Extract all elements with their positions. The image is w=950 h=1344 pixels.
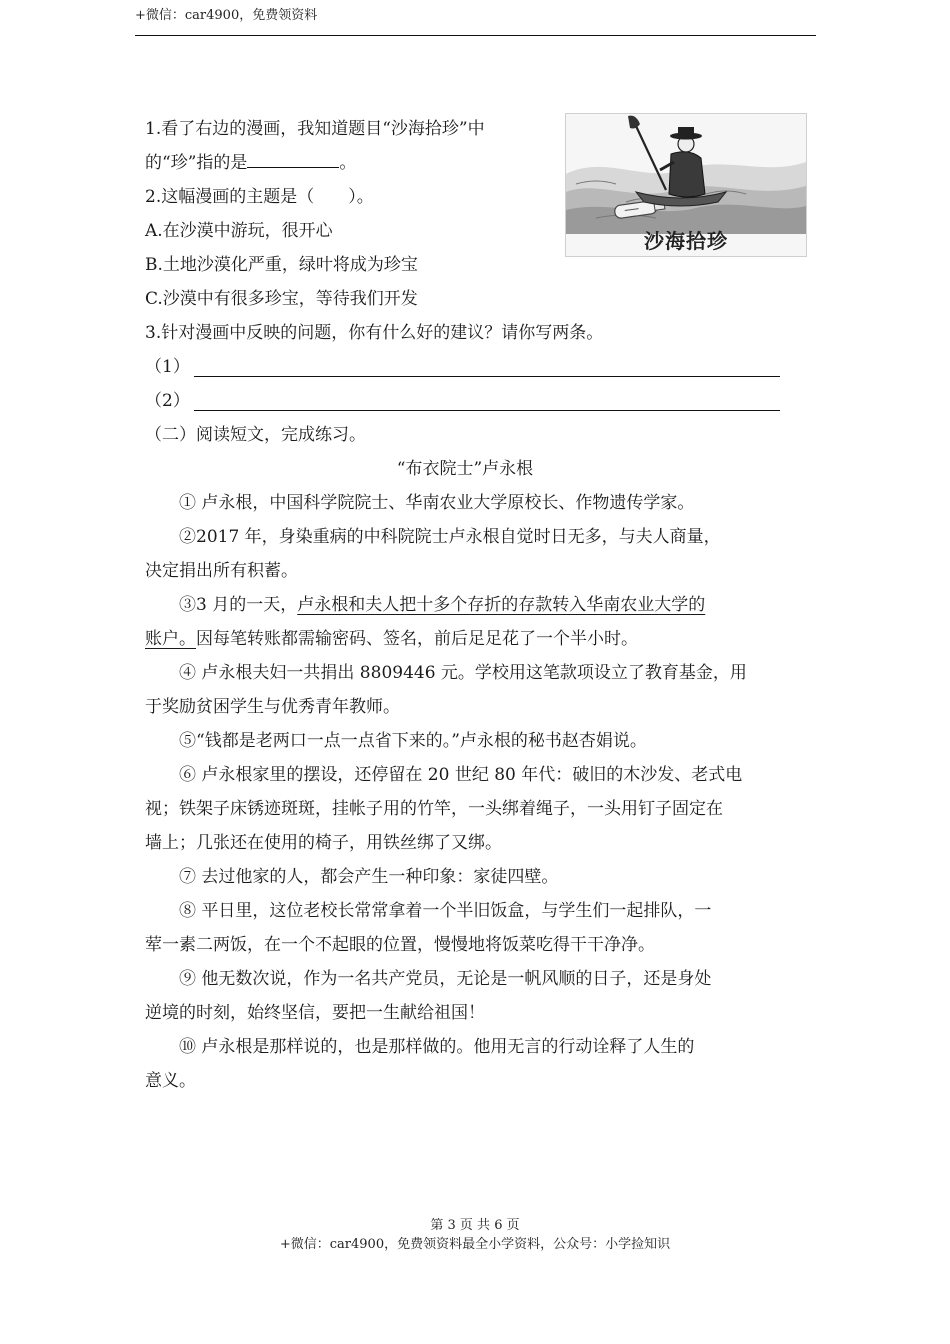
answer-1-label: （1） xyxy=(145,357,190,377)
paragraph-2-line-2: 决定捐出所有积蓄。 xyxy=(145,561,298,581)
paragraph-6-line-3: 墙上；几张还在使用的椅子，用铁丝绑了又绑。 xyxy=(145,833,502,853)
paragraph-4-line-1: ④ 卢永根夫妇一共捐出 8809446 元。学校用这笔款项设立了教育基金，用 xyxy=(179,663,747,683)
option-a: A.在沙漠中游玩，很开心 xyxy=(145,221,333,241)
section-2-heading: （二）阅读短文，完成练习。 xyxy=(145,425,366,445)
answer-2-label: （2） xyxy=(145,391,190,411)
question-1-line-2 xyxy=(145,146,805,180)
paragraph-3-suffix: 因每笔转账都需输密码、签名，前后足足花了一个半小时。 xyxy=(196,629,638,649)
paragraph-9-line-1: ⑨ 他无数次说，作为一名共产党员，无论是一帆风顺的日子，还是身处 xyxy=(179,969,712,989)
footer-note: +微信：car4900，免费领资料最全小学资料，公众号：小学捡知识 xyxy=(279,1237,671,1252)
paragraph-7: ⑦ 去过他家的人，都会产生一种印象：家徒四壁。 xyxy=(179,867,559,887)
paragraph-3-line-1 xyxy=(145,588,797,622)
question-1-end: 。 xyxy=(339,153,357,173)
answer-row-1 xyxy=(145,350,805,384)
paragraph-2-line-1: ②2017 年，身染重病的中科院院士卢永根自觉时日无多，与夫人商量， xyxy=(179,527,721,547)
cartoon-caption: 沙海拾珍 xyxy=(644,229,728,253)
paragraph-3-line-2 xyxy=(145,622,805,656)
question-1-line-1: 1.看了右边的漫画，我知道题目“沙海拾珍”中 xyxy=(145,119,485,139)
worksheet-content xyxy=(145,112,805,1098)
question-3: 3.针对漫画中反映的问题，你有什么好的建议？请你写两条。 xyxy=(145,323,604,343)
answer-row-2 xyxy=(145,384,805,418)
option-b: B.土地沙漠化严重，绿叶将成为珍宝 xyxy=(145,255,418,275)
paragraph-3-underlined-1: 卢永根和夫人把十多个存折的存款转入华南农业大学的 xyxy=(297,595,706,615)
paragraph-6-line-1: ⑥ 卢永根家里的摆设，还停留在 20 世纪 80 年代：破旧的木沙发、老式电 xyxy=(179,765,743,785)
header-note: +微信：car4900，免费领资料 xyxy=(135,8,318,23)
paragraph-8-line-1: ⑧ 平日里，这位老校长常常拿着一个半旧饭盒，与学生们一起排队，一 xyxy=(179,901,712,921)
question-2: 2.这幅漫画的主题是（ ）。 xyxy=(145,187,374,207)
paragraph-10-line-1: ⑩ 卢永根是那样说的，也是那样做的。他用无言的行动诠释了人生的 xyxy=(179,1037,695,1057)
article-title: “布衣院士”卢永根 xyxy=(396,459,534,479)
paragraph-8-line-2: 荤一素二两饭，在一个不起眼的位置，慢慢地将饭菜吃得干干净净。 xyxy=(145,935,655,955)
paragraph-3-prefix: ③3 月的一天， xyxy=(179,595,298,615)
option-c: C.沙漠中有很多珍宝，等待我们开发 xyxy=(145,289,418,309)
header-rule xyxy=(135,35,816,36)
paragraph-10-line-2: 意义。 xyxy=(145,1071,196,1091)
answer-2-line[interactable] xyxy=(194,388,780,411)
paragraph-1: ① 卢永根，中国科学院院士、华南农业大学原校长、作物遗传学家。 xyxy=(179,493,695,513)
paragraph-5: ⑤“钱都是老两口一点一点省下来的。”卢永根的秘书赵杏娟说。 xyxy=(179,731,647,751)
paragraph-9-line-2: 逆境的时刻，始终坚信，要把一生献给祖国！ xyxy=(145,1003,485,1023)
answer-1-line[interactable] xyxy=(194,354,780,377)
paragraph-3-underlined-2: 账户。 xyxy=(145,629,196,649)
question-1-text: 的“珍”指的是 xyxy=(145,153,248,173)
page-number: 第 3 页 共 6 页 xyxy=(430,1218,520,1233)
paragraph-6-line-2: 视；铁架子床锈迹斑斑，挂帐子用的竹竿，一头绑着绳子，一头用钉子固定在 xyxy=(145,799,723,819)
paragraph-4-line-2: 于奖励贫困学生与优秀青年教师。 xyxy=(145,697,400,717)
question-1-blank[interactable] xyxy=(247,149,339,168)
